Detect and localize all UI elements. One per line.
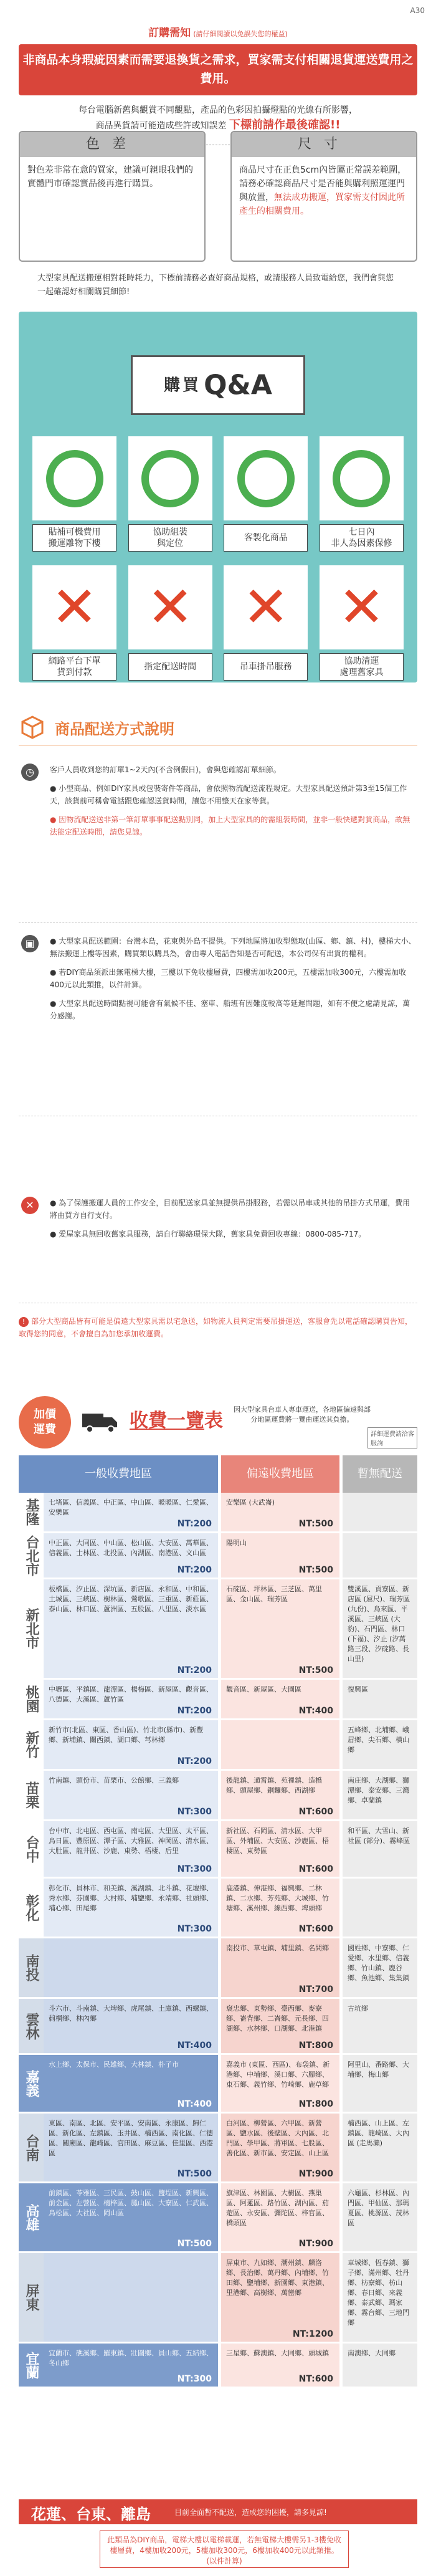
price: NT:1200 (292, 2329, 333, 2339)
cross-icon: ✕ (242, 574, 290, 640)
area-list: 台中市、北屯區、西屯區、南屯區、大里區、太平區、烏日區、豐原區、潭子區、大雅區、神岡區、清水區、大肚區、龍井區、沙鹿、東勢、梧棲、后里 (49, 1827, 213, 1855)
price: NT:400 (177, 2041, 212, 2051)
islands-title: 花蓮、台東、離島 (31, 2506, 151, 2523)
table-row (19, 1720, 417, 1771)
area-list: 板橋區、汐止區、深坑區、新店區、永和區、中和區、土城區、三峽區、樹林區、鶯歌區、三重區、新莊區、泰山區、林口區、蘆洲區、五股區、八里區、淡水區 (49, 1585, 213, 1613)
area-list: 安樂區 (大武崙) (226, 1498, 275, 1506)
fee-title: 收費一覽表 (130, 1410, 223, 1432)
area-list: 旗津區、林園區、大樹區、燕巢區、阿蓮區、路竹區、湖內區、茄萣區、永安區、彌陀區、梓官區、橋頭區 (226, 2189, 329, 2227)
cell-no-delivery (343, 2055, 417, 2112)
region-name: 新竹 (24, 1731, 39, 1758)
color-box-body: 對色差非常在意的買家，建議可親眼我們的實體門市確認實品後再進行購買。 (27, 165, 193, 189)
area-list: 彰化市、員林市、和美鎮、溪湖鎮、北斗鎮、花壇鄉、秀水鄉、芬園鄉、大村鄉、埔鹽鄉、永靖鄉、社頭鄉、埔心鄉、田尾鄉 (49, 1884, 213, 1912)
truck-icon: ▣ (21, 935, 39, 952)
size-box-body-b: 無法成功搬運，買家需支付因此所產生的相關費用。 (239, 193, 405, 216)
cell-no-delivery (343, 1493, 417, 1531)
price: NT:900 (298, 2239, 333, 2249)
box-icon (19, 713, 46, 740)
cell-general (44, 1771, 218, 1819)
warning-text (19, 1315, 417, 1340)
region-name: 南投 (19, 1938, 44, 1997)
cell-no-delivery (343, 1771, 417, 1819)
qa-label: 協助組裝 與定位 (128, 524, 212, 552)
cell-no-delivery (343, 1720, 417, 1769)
size-box-head: 尺寸 (232, 132, 416, 157)
cell-general (44, 1938, 218, 1997)
table-row (19, 2344, 417, 2388)
cell-remote (221, 1938, 339, 1997)
divider (19, 922, 417, 923)
notice-title-text: 訂購需知 (148, 27, 191, 39)
cell-general (44, 2253, 218, 2342)
price: NT:200 (177, 1756, 212, 1766)
cell-remote (221, 1720, 339, 1769)
cell-remote (221, 1579, 339, 1678)
area-list: 褒忠鄉、東勢鄉、臺西鄉、麥寮鄉、崙背鄉、二崙鄉、元長鄉、四湖鄉、水林鄉、口湖鄉、北港鎮 (226, 2004, 329, 2033)
area-list: 車城鄉、恆春鎮、獅子鄉、滿州鄉、牡丹鄉、枋寮鄉、枋山鄉、春日鄉、來義鄉、泰武鄉、瑪家鄉、霧台鄉、三地門鄉 (348, 2259, 409, 2327)
price: NT:500 (177, 2169, 212, 2179)
price: NT:800 (298, 2099, 333, 2109)
circle-check-icon (141, 450, 199, 507)
area-list: 竹南鎮、頭份市、苗栗市、公館鄉、三義鄉 (49, 1776, 179, 1784)
qa-label: 指定配送時間 (128, 653, 212, 681)
area-list: 和平區、大雪山、新社區 (部分)、霧峰區 (348, 1827, 410, 1845)
table-row (19, 2183, 417, 2253)
notice-text (19, 103, 417, 133)
fee-table-header (19, 1455, 417, 1493)
fee-table (19, 1455, 417, 2388)
price: NT:300 (177, 1924, 212, 1934)
header-general: 一般收費地區 (19, 1455, 218, 1493)
shipping-block-2 (19, 935, 417, 1028)
cell-no-delivery (343, 1579, 417, 1678)
area-list: 後龍鎮、通霄鎮、苑裡鎮、造橋鄉、頭屋鄉、銅鑼鄉、西湖鄉 (226, 1776, 322, 1794)
header-no-delivery: 暫無配送 (343, 1455, 417, 1493)
notice-bar: 非商品本身瑕疵因素而需要退換貨之需求，買家需支付相關退貨運送費用之費用。 (19, 44, 417, 95)
area-list: 東區、南區、北區、安平區、安南區、永康區、歸仁區、新化區、左鎮區、玉井區、楠西區、南化區、仁德區、關廟區、龍崎區、官田區、麻豆區、佳里區、西港區 (49, 2119, 213, 2157)
price: NT:600 (298, 1924, 333, 1934)
qa-label: 客製化商品 (224, 524, 308, 552)
region-name: 苗栗 (24, 1781, 39, 1809)
islands-subtitle: 目前全面暫不配送，造成您的困擾，請多見諒! (174, 2508, 327, 2517)
fee-contact-note: 詳細運費請洽客服詢 (367, 1427, 417, 1448)
cross-icon: ✕ (146, 574, 194, 640)
area-list: 五峰鄉、北埔鄉、峨眉鄉、尖石鄉、橫山鄉 (348, 1726, 409, 1754)
notice-text-a: 每台電腦新舊與觀賞不同觀點，產品的色彩因拍攝燈點的光線有所影響， (78, 105, 358, 115)
size-box-body (232, 157, 416, 224)
area-list: 鹿港鎮、伸港鄉、福興鄉、二林鎮、二水鄉、芳苑鄉、大城鄉、竹塘鄉、溪州鄉、線西鄉、埤頭鄉 (226, 1884, 329, 1912)
cell-remote (221, 1771, 339, 1819)
cell-remote (221, 2253, 339, 2342)
region-name: 新北市 (24, 1608, 39, 1649)
shipping-text: ● 大型家具配送範圍：台灣本島，花東與外島不提供。下列地區將加收型態取(山區、鄉、鎮、村)，樓梯大小、無法搬運上樓等因素，購買類以購具為，會由專人電話告知是否可配送，本公司保有出貨的權利。 (50, 937, 416, 958)
price: NT:600 (298, 1807, 333, 1817)
area-list: 南投市、草屯鎮、埔里鎮、名間鄉 (226, 1944, 329, 1952)
price: NT:600 (298, 1864, 333, 1874)
area-list: 斗六市、斗南鎮、大埤鄉、虎尾鎮、土庫鎮、西螺鎮、莿桐鄉、林內鄉 (49, 2004, 213, 2023)
area-list: 中壢區、平鎮區、龍潭區、楊梅區、新屋區、觀音區、八德區、大溪區、蘆竹區 (49, 1685, 213, 1703)
cross-icon: ✕ (338, 574, 386, 640)
order-notice (19, 24, 417, 145)
shipping-text: ● 若DIY商品須派出無電梯大樓，三樓以下免收樓層費，四樓需加收200元，五樓需加收300元，六樓需加收400元以此類推，以件計算。 (50, 968, 407, 989)
circle-check-icon (46, 450, 103, 507)
price: NT:400 (298, 1706, 333, 1716)
size-box-body-a: 商品尺寸在正負5cm內皆屬正常誤差範圍，請務必確認商品尺寸是否能與購利照運運門與放置， (239, 165, 407, 203)
cell-general (44, 2183, 218, 2251)
area-list: 國姓鄉、中寮鄉、仁愛鄉、水里鄉、信義鄉、竹山鎮、鹿谷鄉、魚池鄉、集集鎮 (348, 1944, 409, 1982)
qa-item (128, 565, 212, 681)
cell-no-delivery (343, 1821, 417, 1877)
close-icon: ✕ (21, 1197, 39, 1214)
region-name: 高雄 (19, 2183, 44, 2251)
table-row (19, 1771, 417, 1821)
area-list: 新社區、石岡區、清水區、大甲區、外埔區、大安區、沙鹿區、梧棲區、東勢區 (226, 1827, 329, 1855)
area-list: 陽明山 (226, 1539, 247, 1547)
table-row (19, 2253, 417, 2344)
price: NT:300 (177, 1807, 212, 1817)
region-name: 台中 (24, 1835, 39, 1863)
area-list: 前鎮區、苓雅區、三民區、鼓山區、鹽埕區、新興區、前金區、左營區、楠梓區、鳳山區、大寮區、仁武區、鳥松區、大社區、岡山區 (49, 2189, 213, 2217)
region-name: 屏東 (19, 2253, 44, 2342)
qa-item (320, 436, 404, 552)
cell-no-delivery (343, 2183, 417, 2251)
qa-grid (32, 436, 404, 694)
area-list: 七堵區、信義區、中正區、中山區、暖暖區、仁愛區、安樂區 (49, 1498, 213, 1516)
qa-label: 貼補可機費用 搬運雕物下樓 (32, 524, 116, 552)
shipping-lead: 客戶人員收到您的訂單1~2天內(不含例假日)，會與您確認訂單細節。 (50, 765, 281, 774)
price: NT:200 (177, 1519, 212, 1529)
qa-row-yes (32, 436, 404, 552)
warning-content: 部分大型商品皆有可能是偏遠大型家具需以宅急送，如物流人員判定需要吊掛運送，客服會先以電話確認購買告知，取得您的同意，不會擅自為加您承加收運費。 (19, 1317, 413, 1338)
qa-item (320, 565, 404, 681)
area-list: 復興區 (348, 1685, 368, 1693)
region-name: 雲林 (19, 1999, 44, 2053)
shipping-text: ● 愛屋家具無回收舊家具服務，請自行聯絡環保大隊，舊家具免費回收專線：0800-085-717。 (50, 1230, 366, 1238)
area-list: 中正區、大同區、中山區、松山區、大安區、萬華區、信義區、士林區、北投區、內湖區、南港區、文山區 (49, 1539, 213, 1557)
fee-table-body (19, 1493, 417, 2388)
notice-title (19, 24, 417, 39)
table-row (19, 1879, 417, 1938)
price: NT:400 (177, 2099, 212, 2109)
cell-general (44, 1533, 218, 1578)
area-list: 嘉義市 (東區、西區)、布袋鎮、新港鄉、中埔鄉、溪口鄉、六腳鄉、東石鄉、義竹鄉、竹崎鄉、鹿草鄉 (226, 2061, 330, 2089)
cell-no-delivery (343, 2114, 417, 2181)
islands-banner (19, 2499, 417, 2524)
cell-general (44, 2114, 218, 2181)
qa-title (131, 355, 305, 415)
shipping-text: ● 因物流配送送非第一筆訂單事事配送點別同，加上大型家具的的需組裝時間，並非一般快遞對貨商品，故無法能定配送時間，請您見諒。 (50, 815, 410, 836)
area-list: 六龜區、杉林區、內門區、甲仙區、那瑪夏區、桃源區、茂林區 (348, 2189, 409, 2227)
qa-label: 吊車掛吊服務 (224, 653, 308, 681)
cell-no-delivery (343, 1533, 417, 1578)
price: NT:500 (177, 2239, 212, 2249)
table-row (19, 1533, 417, 1579)
qa-item (32, 565, 116, 681)
truck-icon (81, 1411, 118, 1434)
notice-highlight: 下標前請作最後確認!! (229, 118, 341, 132)
price: NT:500 (298, 1519, 333, 1529)
price: NT:500 (298, 1565, 333, 1575)
region-name: 嘉義 (19, 2055, 44, 2112)
price: NT:900 (298, 2169, 333, 2179)
region-name: 台北市 (24, 1535, 39, 1576)
qa-label: 網路平台下單 貨到付款 (32, 653, 116, 681)
diy-note: 此類品為DIY商品，電梯大樓以電梯載運，若無電梯大樓需另1-3樓免收樓層費，4樓加收200元，5樓加收300元，6樓加收400元以此類推。(以件計算) (100, 2531, 349, 2568)
shipping-text: ● 小型商品、例如DIY家具或包裝寄件等商品，會依照物流配送流程規定。大型家具配送預計第3至15個工作天，該貨前可稱會電話跟您確認送貨時間，讓您不用整天在家等貨。 (50, 784, 407, 805)
color-box-head: 色差 (20, 132, 204, 157)
delivery-note: 大型家具配送搬運相對耗時耗力，下標前請務必查好商品規格，或請服務人員致電給您，我們會與您一起確認好相關購買細節! (37, 274, 394, 297)
region-name: 桃園 (24, 1685, 39, 1713)
cell-no-delivery (343, 2253, 417, 2342)
notice-title-sub: (請仔細閱讀以免誤失您的權益) (193, 30, 288, 38)
qa-title-qa: Q&A (204, 369, 272, 401)
area-list: 新竹市(北區、東區、香山區)、竹北市(縣市)、新豐鄉、新埔鎮、關西鎮、湖口鄉、芎林鄉 (49, 1726, 204, 1744)
fee-title-underline (130, 1429, 204, 1430)
table-row (19, 1579, 417, 1680)
cell-remote (221, 1680, 339, 1718)
cross-icon: ✕ (50, 574, 98, 640)
region-name: 宜蘭 (19, 2344, 44, 2387)
notice-text-b: 商品異貨請可能造成些許或知誤差 (95, 121, 227, 131)
qa-item (128, 436, 212, 552)
table-row (19, 2114, 417, 2183)
area-list: 石碇區、坪林區、三芝區、萬里區、金山區、瑞芳區 (226, 1585, 322, 1603)
cell-remote (221, 1999, 339, 2053)
area-list: 宜蘭市、礁溪鄉、羅東鎮、壯圍鄉、員山鄉、五結鄉、冬山鄉 (49, 2349, 213, 2367)
cell-general (44, 2344, 218, 2387)
page-code: A30 (410, 6, 425, 15)
cell-remote (221, 2114, 339, 2181)
table-row (19, 1493, 417, 1533)
qa-section (19, 312, 417, 682)
region-name: 彰化 (24, 1894, 39, 1922)
cell-general (44, 2055, 218, 2112)
area-list: 水上鄉、太保市、民雄鄉、大林鎮、朴子市 (49, 2061, 179, 2069)
size-box (230, 131, 417, 262)
table-row (19, 1938, 417, 1999)
table-row (19, 1680, 417, 1720)
cell-no-delivery (343, 1999, 417, 2053)
price: NT:800 (298, 2041, 333, 2051)
fee-badge: 加價 運費 (19, 1396, 71, 1448)
area-list: 阿里山、番路鄉、大埔鄉、梅山鄉 (348, 2061, 409, 2079)
color-box (19, 131, 206, 262)
qa-label: 七日內 非人為因素保修 (320, 524, 404, 552)
cell-remote (221, 2344, 339, 2387)
shipping-block-1 (19, 764, 417, 845)
qa-item (224, 436, 308, 552)
fee-header (19, 1396, 417, 1446)
cell-general (44, 1680, 218, 1718)
table-row (19, 1999, 417, 2055)
qa-label: 協助清運 處理舊家具 (320, 653, 404, 681)
region-name: 基隆 (24, 1498, 39, 1526)
area-list: 南庄鄉、大湖鄉、獅潭鄉、泰安鄉、三灣鄉、卓蘭鎮 (348, 1776, 409, 1804)
area-list: 楠西區、山上區、左鎮區、龍崎區、大內區 (走馬瀨) (348, 2119, 409, 2147)
cell-no-delivery (343, 1879, 417, 1937)
qa-item (224, 565, 308, 681)
table-row (19, 2055, 417, 2114)
price: NT:600 (298, 2374, 333, 2384)
cell-remote (221, 1533, 339, 1578)
qa-title-buy: 購買 (164, 376, 202, 395)
area-list: 屏東市、九如鄉、潮州鎮、麟洛鄉、長治鄉、萬丹鄉、內埔鄉、竹田鄉、鹽埔鄉、新園鄉、東港鎮、里港鄉、高樹鄉、萬巒鄉 (226, 2259, 329, 2297)
cell-no-delivery (343, 1938, 417, 1997)
shipping-header (19, 711, 417, 745)
circle-check-icon (237, 450, 295, 507)
price: NT:200 (177, 1565, 212, 1575)
price: NT:700 (298, 1985, 333, 1994)
cell-remote (221, 1493, 339, 1531)
shipping-block-3 (19, 1197, 417, 1247)
area-list: 觀音區、新屋區、大園區 (226, 1685, 301, 1693)
qa-row-no (32, 565, 404, 681)
cell-general (44, 1493, 218, 1531)
cell-general (44, 1879, 218, 1937)
area-list: 古坑鄉 (348, 2004, 368, 2013)
qa-item (32, 436, 116, 552)
shipping-text: ● 大型家具配送時間點視可能會有氣候不佳、塞車、船班有因難度較高等延遲問題，如有不便之處請見諒，萬分感謝。 (50, 999, 410, 1020)
clock-icon: ◷ (21, 764, 39, 781)
table-row (19, 1821, 417, 1879)
cell-general (44, 1999, 218, 2053)
color-size-section (19, 131, 417, 262)
circle-check-icon (333, 450, 390, 507)
area-list: 南澳鄉、大同鄉 (348, 2349, 396, 2357)
cell-no-delivery (343, 1680, 417, 1718)
cell-remote (221, 1879, 339, 1937)
price: NT:500 (298, 1665, 333, 1675)
header-remote: 偏遠收費地區 (221, 1455, 339, 1493)
area-list: 雙溪區、貢寮區、新店區 (屈尺)、瑞芳區 (九份)、烏來區、平溪區、三峽區 (大豹)、石門區、林口 (下福)、汐止 (汐萬路三段、汐碇路、長山里) (348, 1585, 410, 1663)
cell-remote (221, 2183, 339, 2251)
shipping-title: 商品配送方式說明 (55, 721, 174, 738)
area-list: 三星鄉、蘇澳鎮、大同鄉、頭城鎮 (226, 2349, 329, 2357)
cell-general (44, 1579, 218, 1678)
warning-icon: ! (19, 1317, 29, 1327)
cell-remote (221, 1821, 339, 1877)
shipping-text: ● 為了保護搬運人員的工作安全，目前配送家具並無提供吊掛服務，若需以吊車或其他的吊掛方式吊運，費用將由買方自行支付。 (50, 1199, 410, 1220)
price: NT:200 (177, 1665, 212, 1675)
cell-no-delivery (343, 2344, 417, 2387)
price: NT:300 (177, 2374, 212, 2384)
cell-general (44, 1720, 218, 1769)
region-name: 台南 (19, 2114, 44, 2181)
cell-remote (221, 2055, 339, 2112)
fee-description: 因大型家具台車人專車運送，各地區偏遠與部分地區運費將一覽由運送其負擔。 (234, 1405, 371, 1424)
price: NT:300 (177, 1864, 212, 1874)
cell-general (44, 1821, 218, 1877)
area-list: 白河區、柳營區、六甲區、新營區、鹽水區、後壁區、大內區、北門區、學甲區、將軍區、七股區、善化區、新市區、安定區、山上區 (226, 2119, 329, 2157)
price: NT:200 (177, 1706, 212, 1716)
